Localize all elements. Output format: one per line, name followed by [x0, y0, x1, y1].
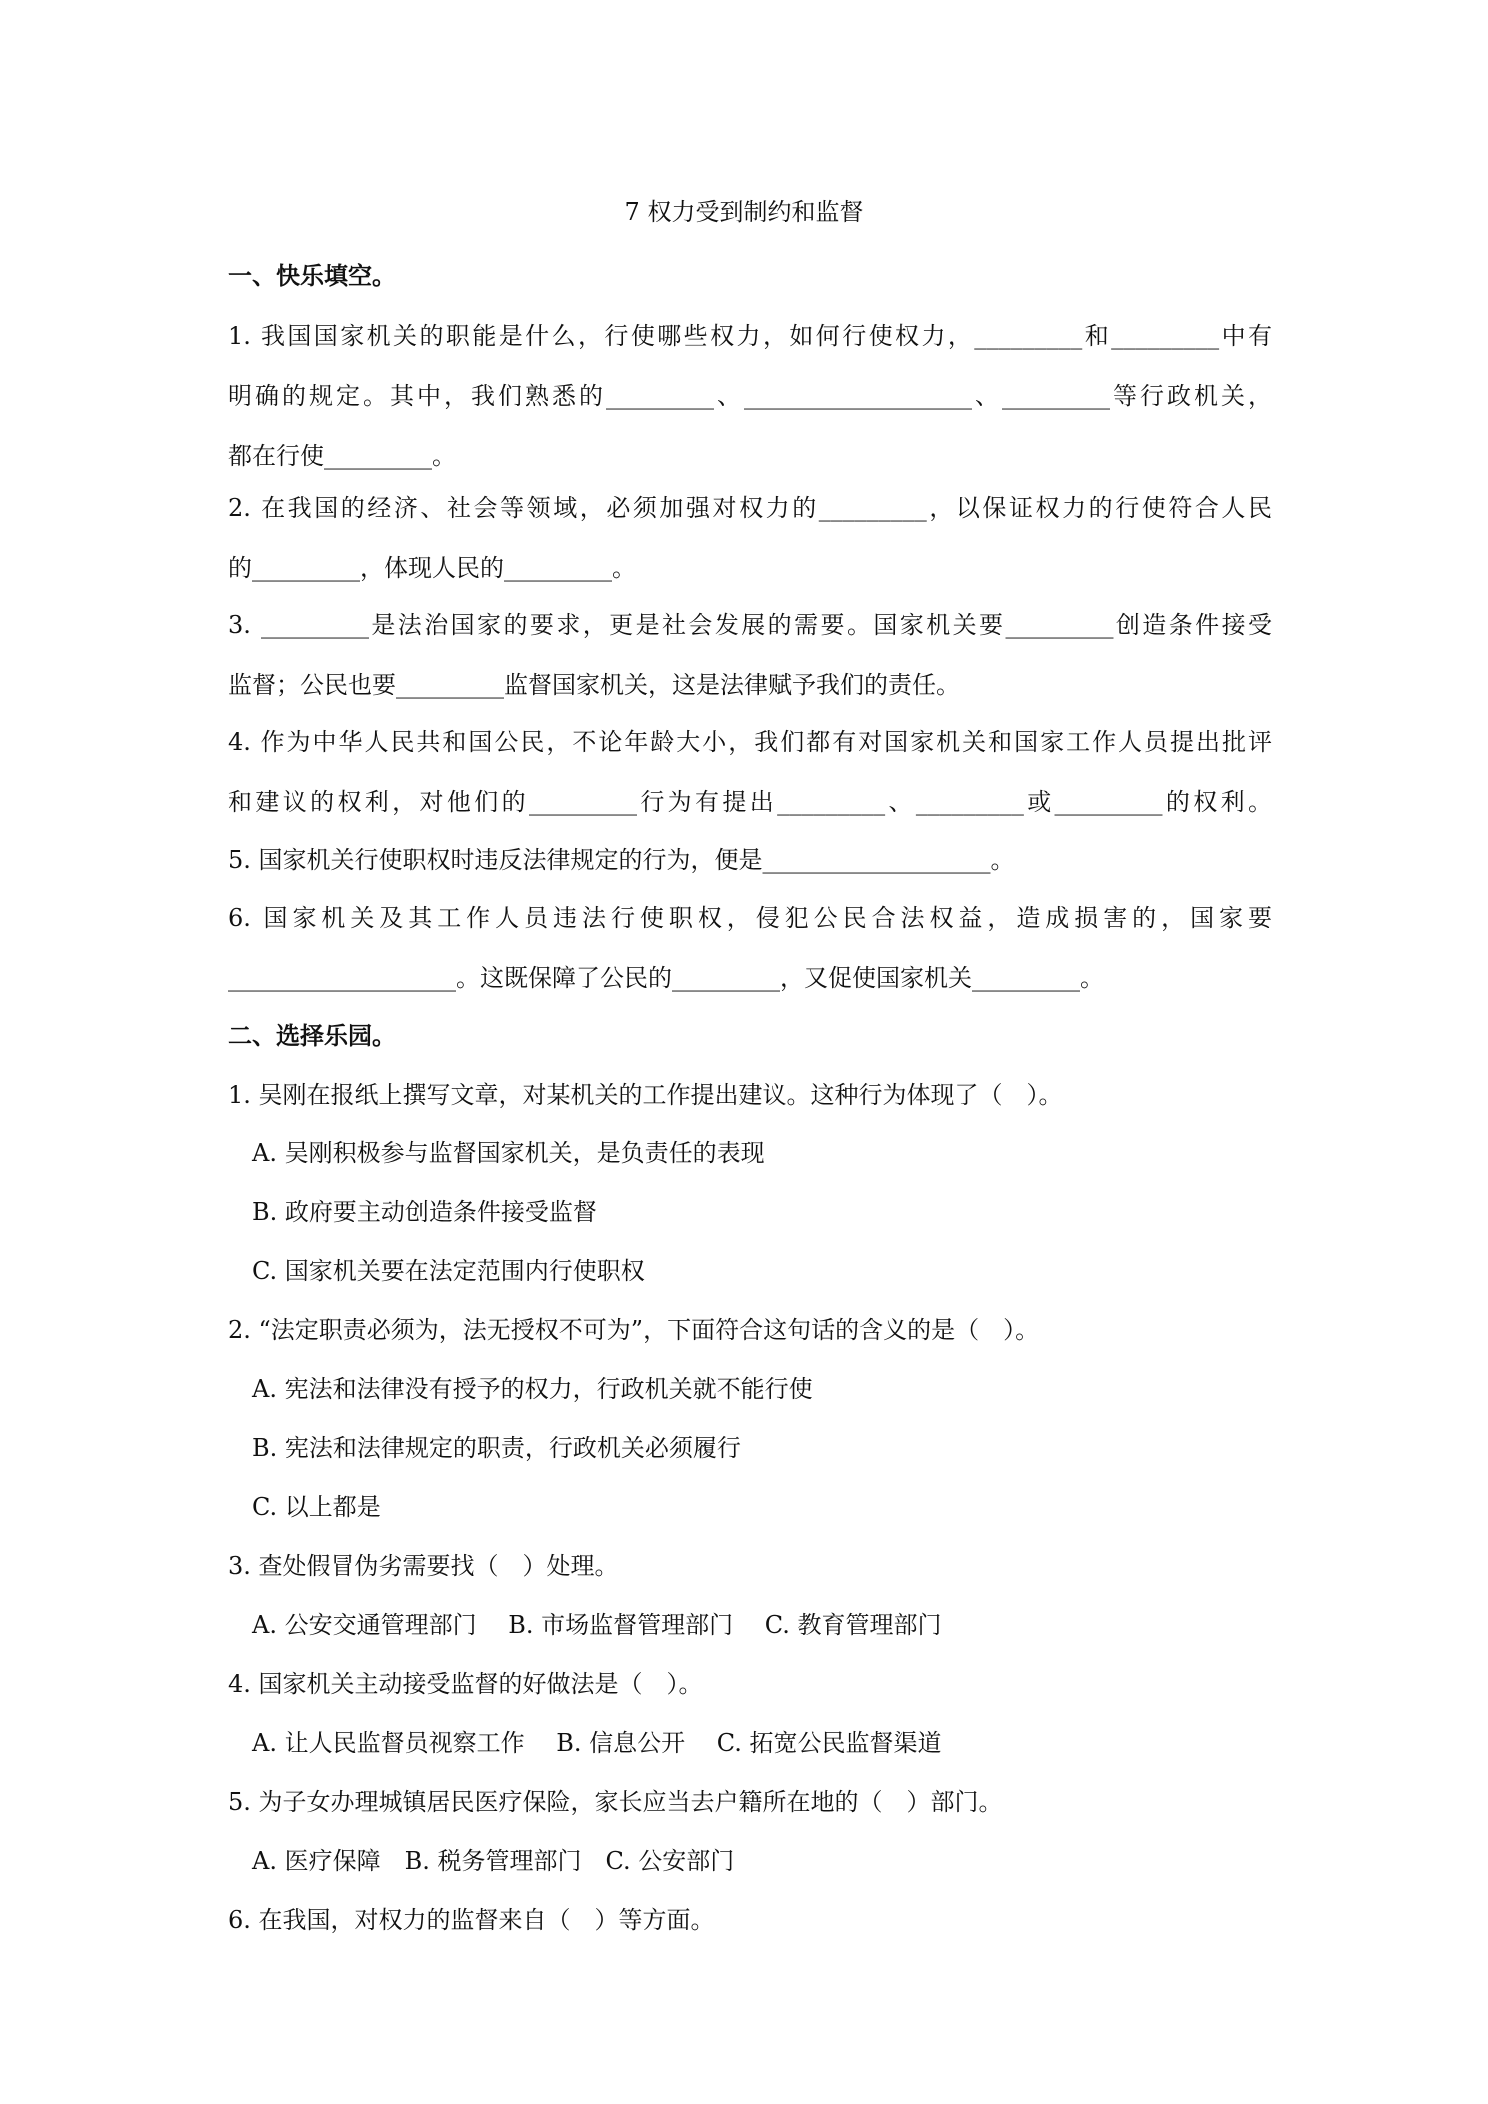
choice-q2-option-a: A. 宪法和法律没有授予的权力，行政机关就不能行使: [252, 1375, 813, 1403]
fill-blank-q5: 5. 国家机关行使职权时违反法律规定的行为，便是___________________。: [228, 846, 1015, 874]
fill-blank-q1-line3: 都在行使_________。: [228, 442, 456, 470]
choice-q4-options: A. 让人民监督员视察工作 B. 信息公开 C. 拓宽公民监督渠道: [252, 1729, 942, 1757]
choice-q2-option-b: B. 宪法和法律规定的职责，行政机关必须履行: [252, 1434, 741, 1462]
choice-q3: 3. 查处假冒伪劣需要找（ ）处理。: [228, 1552, 619, 1580]
fill-blank-q4-line1: 4. 作为中华人民共和国公民，不论年龄大小，我们都有对国家机关和国家工作人员提出批评: [228, 728, 1272, 756]
choice-q3-options: A. 公安交通管理部门 B. 市场监督管理部门 C. 教育管理部门: [252, 1611, 942, 1639]
choice-q2-option-c: C. 以上都是: [252, 1493, 381, 1521]
fill-blank-q4-line2: 和建议的权利，对他们的_________行为有提出_________、_________或_________的权利。: [228, 788, 1272, 816]
choice-q4: 4. 国家机关主动接受监督的好做法是（ ）。: [228, 1670, 703, 1698]
fill-blank-q6-line1: 6. 国家机关及其工作人员违法行使职权，侵犯公民合法权益，造成损害的，国家要: [228, 904, 1272, 932]
choice-q6: 6. 在我国，对权力的监督来自（ ）等方面。: [228, 1906, 715, 1934]
choice-q1-option-b: B. 政府要主动创造条件接受监督: [252, 1198, 597, 1226]
section-heading-choice: 二、选择乐园。: [228, 1021, 396, 1050]
fill-blank-q2-line2: 的_________，体现人民的_________。: [228, 554, 636, 582]
choice-q5: 5. 为子女办理城镇居民医疗保险，家长应当去户籍所在地的（ ）部门。: [228, 1788, 1003, 1816]
fill-blank-q6-line2: ___________________。这既保障了公民的_________，又促使国家机关_________。: [228, 964, 1104, 992]
choice-q2: 2. “法定职责必须为，法无授权不可为”，下面符合这句话的含义的是（ ）。: [228, 1316, 1040, 1344]
choice-q1-option-c: C. 国家机关要在法定范围内行使职权: [252, 1257, 645, 1285]
fill-blank-q2-line1: 2. 在我国的经济、社会等领域，必须加强对权力的_________，以保证权力的行使符合人民: [228, 494, 1272, 522]
fill-blank-q3-line2: 监督；公民也要_________监督国家机关，这是法律赋予我们的责任。: [228, 671, 960, 699]
section-heading-fill-blank: 一、快乐填空。: [228, 261, 396, 290]
fill-blank-q3-line1: 3. _________是法治国家的要求，更是社会发展的需要。国家机关要_________创造条件接受: [228, 611, 1272, 639]
choice-q1: 1. 吴刚在报纸上撰写文章，对某机关的工作提出建议。这种行为体现了（ ）。: [228, 1081, 1063, 1109]
fill-blank-q1-line2: 明确的规定。其中，我们熟悉的_________、___________________、_________等行政机关，: [228, 382, 1272, 410]
choice-q5-options: A. 医疗保障 B. 税务管理部门 C. 公安部门: [252, 1847, 735, 1875]
fill-blank-q1-line1: 1. 我国国家机关的职能是什么，行使哪些权力，如何行使权力，_________和_________中有: [228, 322, 1272, 350]
choice-q1-option-a: A. 吴刚积极参与监督国家机关，是负责任的表现: [252, 1139, 765, 1167]
page-title: 7 权力受到制约和监督: [624, 198, 864, 226]
